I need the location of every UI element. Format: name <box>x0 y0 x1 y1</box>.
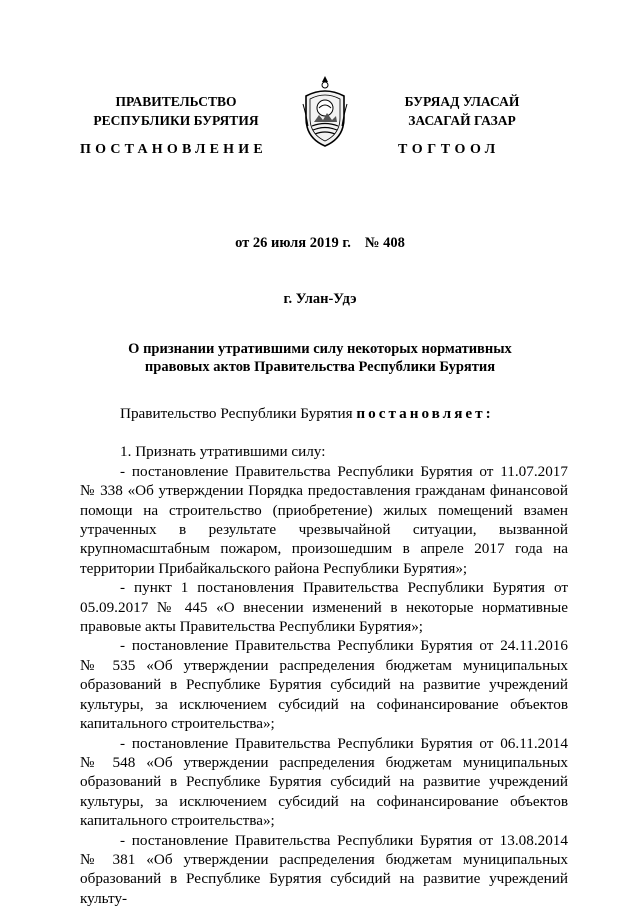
decree-date: от 26 июля 2019 г. <box>235 235 351 251</box>
issuer-russian-line1: ПРАВИТЕЛЬСТВО <box>115 94 237 109</box>
intro-decree-word: постановляет: <box>356 405 494 422</box>
decree-city: г. Улан-Удэ <box>283 291 357 307</box>
list-item: - пункт 1 постановления Правительства Республики Бурятия от 05.09.2017 № 445 «О внесении изменений в некоторые нормативные правовые акты Правительства Республики Бурятия»; <box>80 579 568 636</box>
decree-number: № 408 <box>364 235 405 251</box>
issuer-russian-line2: РЕСПУБЛИКИ БУРЯТИЯ <box>93 113 259 128</box>
issuer-russian <box>80 92 272 130</box>
list-item: - постановление Правительства Республики Бурятия от 06.11.2014 № 548 «Об утверждении распределения бюджетам муниципальных образований в Республике Бурятия субсидий на развитие учреждений культуры, за исключением субсидий на софинансирование объектов капитального строительства»; <box>80 734 568 830</box>
list-item: - постановление Правительства Республики Бурятия от 13.08.2014 № 381 «Об утверждении распределения бюджетам муниципальных образований в Республике Бурятия субсидий на развитие учреждений культу- <box>80 831 568 907</box>
intro-text: Правительство Республики Бурятия <box>120 405 357 422</box>
list-item: - постановление Правительства Республики Бурятия от 24.11.2016 № 535 «Об утверждении распределения бюджетам муниципальных образований в Республике Бурятия субсидий на развитие учреждений культуры, за исключением субсидий на софинансирование объектов капитального строительства»; <box>80 637 568 733</box>
document-body <box>80 404 568 908</box>
coat-of-arms-icon <box>300 74 350 150</box>
issuer-buryat-line2: ЗАСАГАЙ ГАЗАР <box>408 113 516 128</box>
decree-type-russian: ПОСТАНОВЛЕНИЕ <box>80 142 267 157</box>
document-title <box>110 340 530 376</box>
issuer-buryat <box>376 92 548 130</box>
decree-type-buryat: ТОГТООЛ <box>398 142 500 157</box>
item-1: 1. Признать утратившими силу: <box>120 443 326 461</box>
intro-paragraph <box>80 404 568 423</box>
title-line2: правовых актов Правительства Республики Бурятия <box>144 359 496 375</box>
issuer-buryat-line1: БУРЯАД УЛАСАЙ <box>404 94 520 109</box>
title-line1: О признании утратившими силу некоторых нормативных <box>128 341 512 357</box>
list-item: - постановление Правительства Республики Бурятия от 11.07.2017 № 338 «Об утверждении Порядка предоставления гражданам финансовой помощи на строительство (приобретение) жилых помещений взамен утраченных в результате чрезвычайной ситуации, вызванной крупномасштабным пожаром, произошедшим в апреле 2017 года на территории Прибайкальского района Республики Бурятия»; <box>80 462 568 577</box>
decree-date-line <box>0 235 640 252</box>
